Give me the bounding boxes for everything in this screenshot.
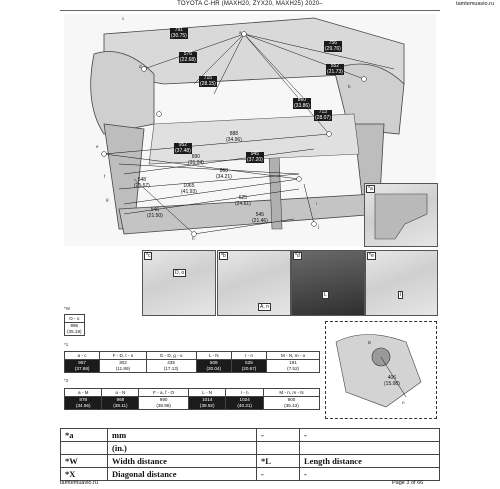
legend-key: - — [257, 468, 300, 481]
legend-key: - — [257, 429, 300, 442]
dim-label: 576 (22.68) — [180, 51, 196, 63]
legend-desc: Width distance — [108, 455, 257, 468]
table-header: M - N, m - o — [267, 352, 320, 360]
table-header: a - M — [65, 389, 102, 397]
point-mark: h — [192, 236, 195, 241]
table-value: 435 (17.13) — [146, 360, 196, 373]
dim-label: 1065 (41.93) — [181, 183, 197, 195]
table-value: 191 (7.52) — [267, 360, 320, 373]
dim-label: 952 (37.48) — [175, 142, 191, 154]
legend-key: *X — [61, 468, 108, 481]
table-value: 990 (38.98) — [139, 397, 189, 410]
table-header: I - n — [226, 389, 263, 397]
table-header: a - N — [102, 389, 139, 397]
dim-label: 552 (21.73) — [327, 63, 343, 75]
table-header: a - c — [65, 352, 100, 360]
table-value: 1014 (39.92) — [188, 397, 225, 410]
page-number: Page 3 of 66 — [392, 480, 424, 486]
dim-label: 548 (21.57) — [134, 177, 150, 189]
legend-key: *L — [257, 455, 300, 468]
table-header: M - n, m - N — [263, 389, 319, 397]
table-mark: *1 — [64, 342, 69, 347]
point-mark: d — [139, 64, 142, 69]
table-mark: *2 — [64, 378, 69, 383]
inset-photo: *e I — [365, 250, 438, 316]
page-header — [0, 0, 500, 9]
table-header: O - o — [65, 315, 85, 323]
table-header: F - a, f - O — [139, 389, 189, 397]
dim-label: 890 (35.04) — [188, 154, 204, 166]
legend-key: *W — [61, 455, 108, 468]
inset-photo: *b A, n — [217, 250, 291, 316]
legend-table — [60, 428, 440, 481]
bracket-icon — [365, 184, 437, 246]
document-title: TOYOTA C-HR (MAXH20, ZYX20, MAXH25) 2020– — [177, 1, 323, 7]
table-value: 509 (20.04) — [196, 360, 231, 373]
dim-label: 546 (21.50) — [147, 207, 163, 219]
legend-desc: mm — [108, 429, 257, 442]
point-mark: i — [316, 201, 317, 206]
inset-photo: *d L — [291, 250, 365, 316]
site-label: tamtemuavio.ru — [456, 1, 494, 7]
dim-label: 406 (15.98) — [384, 375, 400, 387]
point-mark: e — [96, 144, 99, 149]
footer-site: tamtemuavio.ru — [60, 480, 98, 486]
strut-tower-drawing — [326, 322, 436, 418]
table-header: L - N — [188, 389, 225, 397]
dim-label: 888 (34.96) — [226, 131, 242, 143]
table-value: 878 (34.56) — [65, 397, 102, 410]
legend-key — [257, 442, 300, 455]
dim-label: 868 (34.21) — [216, 168, 232, 180]
legend-desc: Diagonal distance — [108, 468, 257, 481]
legend-key: *a — [61, 429, 108, 442]
dim-label: 860 (33.86) — [294, 97, 310, 109]
dim-label: 945 (37.20) — [247, 151, 263, 163]
dim-label: 791 (30.75) — [171, 27, 187, 39]
table-value: 302 (11.89) — [100, 360, 146, 373]
table-header: I - n — [231, 352, 266, 360]
point-mark: c — [122, 16, 125, 21]
point-mark: B — [368, 340, 372, 345]
table-header: F - D, t - o — [100, 352, 146, 360]
dim-label: 545 (21.46) — [252, 212, 268, 224]
table-value: 968 (38.11) — [102, 397, 139, 410]
dim-label: 713 (28.07) — [315, 109, 331, 121]
legend-desc: - — [300, 429, 440, 442]
legend-desc: Length distance — [300, 455, 440, 468]
width-table — [64, 314, 85, 336]
table-value: 957 (37.68) — [65, 360, 100, 373]
legend-desc: (in.) — [108, 442, 257, 455]
table-value: 895 (35.19) — [65, 323, 85, 336]
point-mark: b — [348, 84, 351, 89]
legend-desc: - — [300, 468, 440, 481]
legend-desc — [300, 442, 440, 455]
measurement-table-1 — [64, 351, 320, 373]
inset-photo: *c D, o — [142, 250, 216, 316]
table-header: L - N — [196, 352, 231, 360]
measurement-table-2 — [64, 388, 320, 410]
table-value: 525 (20.67) — [231, 360, 266, 373]
table-mark: *W — [64, 306, 70, 311]
table-value: 1024 (40.31) — [226, 397, 263, 410]
point-mark: f — [104, 174, 106, 179]
table-value: 900 (35.43) — [263, 397, 319, 410]
dim-label: 756 (29.76) — [325, 40, 341, 52]
point-mark: a — [239, 30, 242, 35]
point-mark: g — [106, 197, 109, 202]
point-mark: j — [318, 224, 319, 229]
legend-key — [61, 442, 108, 455]
dim-label: 625 (24.61) — [235, 195, 251, 207]
header-rule — [60, 10, 440, 11]
inset-photo: *a — [364, 183, 438, 247]
point-mark: n — [402, 400, 405, 405]
dim-label: 715 (28.15) — [200, 75, 216, 87]
table-header: G - D, g - o — [146, 352, 196, 360]
detail-view — [325, 321, 437, 419]
